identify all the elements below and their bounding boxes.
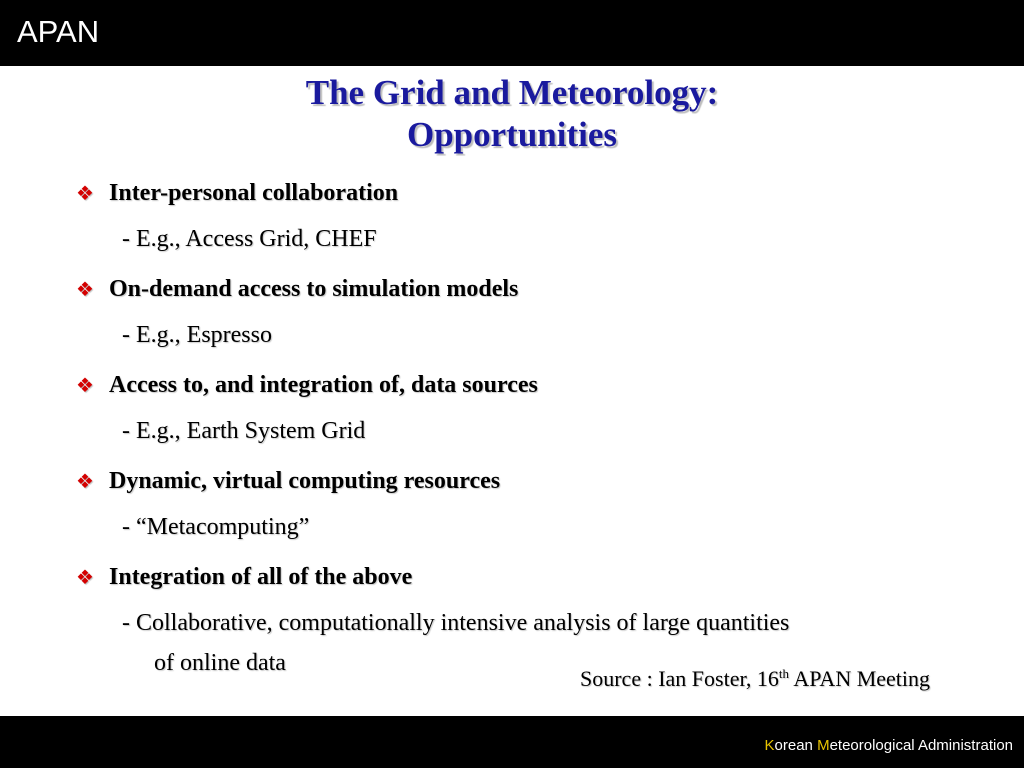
bullet-item-1 <box>76 178 398 208</box>
source-citation <box>580 666 930 692</box>
source-superscript: th <box>778 666 790 681</box>
footer-accent-k: K <box>764 737 775 754</box>
bullet-item-5 <box>76 562 412 592</box>
bullet-heading: On-demand access to simulation models <box>109 275 519 302</box>
diamond-bullet-icon: ❖ <box>76 373 94 397</box>
bullet-detail: - E.g., Earth System Grid <box>122 418 366 444</box>
footer-accent-m: M <box>817 737 830 754</box>
footer-text: eteorological Administration <box>829 737 1013 754</box>
bullet-detail: - Collaborative, computationally intensive analysis of large quantities <box>122 610 790 636</box>
footer-organization <box>765 737 1014 754</box>
header-bar <box>0 0 1024 66</box>
slide-title-line-2: Opportunities <box>406 115 618 154</box>
diamond-bullet-icon: ❖ <box>76 469 94 493</box>
bullet-detail-continuation: of online data <box>154 650 286 676</box>
source-text: Source : Ian Foster, 16 <box>580 666 779 691</box>
apan-logo: APAN <box>17 14 100 49</box>
bullet-heading: Integration of all of the above <box>109 563 413 590</box>
bullet-heading: Dynamic, virtual computing resources <box>109 467 501 494</box>
diamond-bullet-icon: ❖ <box>76 277 94 301</box>
source-text-suffix: APAN Meeting <box>789 666 931 691</box>
bullet-item-4 <box>76 466 500 496</box>
bullet-heading: Inter-personal collaboration <box>109 179 399 206</box>
bullet-item-3 <box>76 370 538 400</box>
bullet-detail: - E.g., Espresso <box>122 322 272 348</box>
bullet-item-2 <box>76 274 518 304</box>
footer-text: orean <box>774 737 818 754</box>
diamond-bullet-icon: ❖ <box>76 181 94 205</box>
bullet-heading: Access to, and integration of, data sources <box>109 371 538 398</box>
slide-title-line-1: The Grid and Meteorology: <box>305 73 719 112</box>
slide-title <box>0 72 1024 156</box>
diamond-bullet-icon: ❖ <box>76 565 94 589</box>
bullet-detail: - E.g., Access Grid, CHEF <box>122 226 377 252</box>
bullet-detail: - “Metacomputing” <box>122 514 310 540</box>
